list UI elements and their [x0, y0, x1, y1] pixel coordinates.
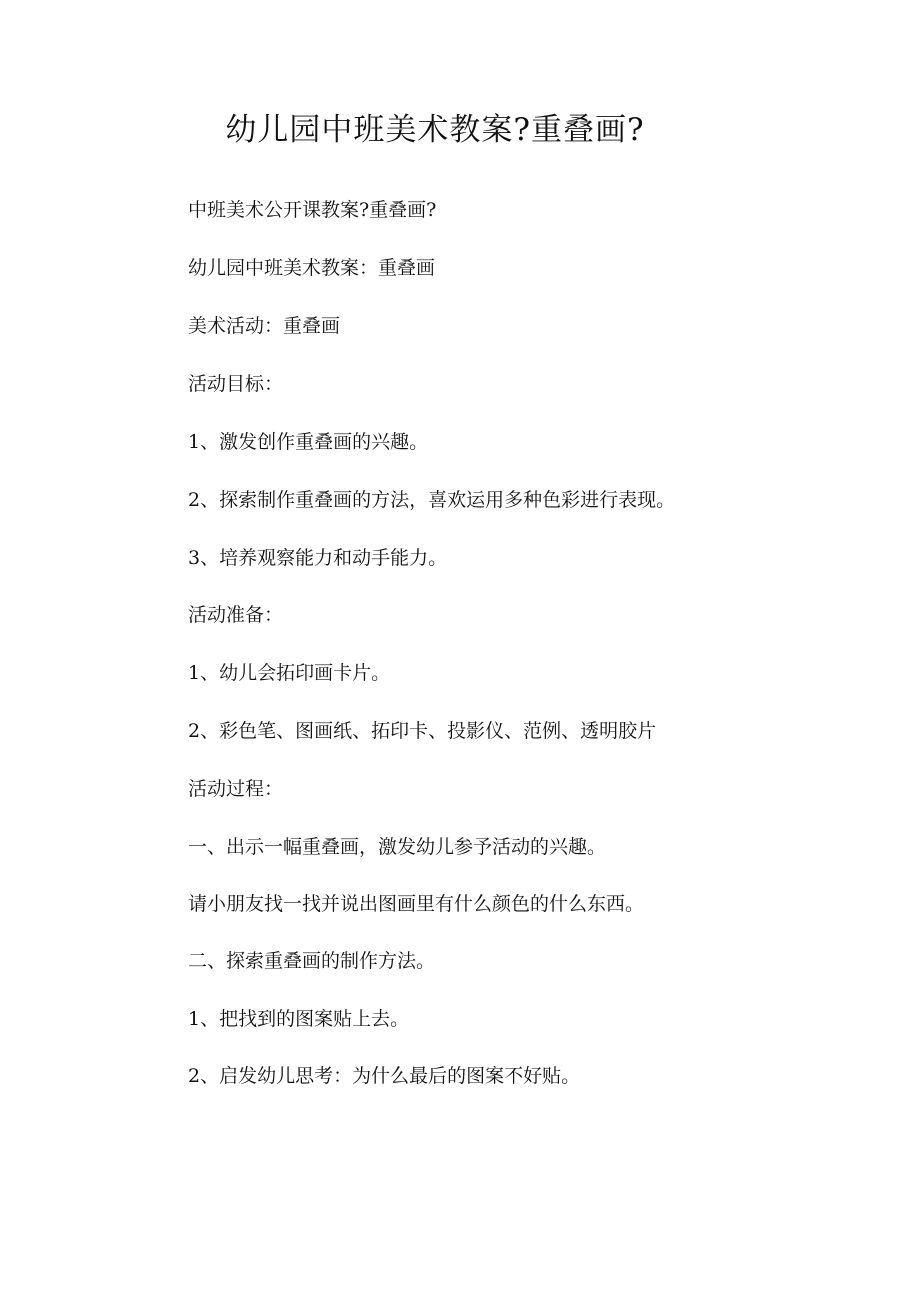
paragraph-subtitle: 中班美术公开课教案?重叠画?	[188, 199, 437, 221]
heading-activity-process: 活动过程：	[188, 778, 284, 800]
paragraph-activity-name: 美术活动：重叠画	[188, 315, 341, 337]
prep-item-1: 1、幼儿会拓印画卡片。	[188, 662, 391, 684]
heading-activity-goals: 活动目标：	[188, 373, 284, 395]
goal-item-1: 1、激发创作重叠画的兴趣。	[188, 431, 429, 453]
process-step-1-detail: 请小朋友找一找并说出图画里有什么颜色的什么东西。	[188, 893, 645, 915]
process-step-1: 一、出示一幅重叠画，激发幼儿参予活动的兴趣。	[188, 836, 607, 858]
process-step-2-item-1: 1、把找到的图案贴上去。	[188, 1008, 410, 1030]
goal-item-3: 3、培养观察能力和动手能力。	[188, 547, 448, 569]
process-step-2: 二、探索重叠画的制作方法。	[188, 950, 436, 972]
prep-item-2: 2、彩色笔、图画纸、拓印卡、投影仪、范例、透明胶片	[188, 720, 657, 742]
heading-activity-prep: 活动准备：	[188, 604, 284, 626]
paragraph-lesson-title: 幼儿园中班美术教案：重叠画	[188, 257, 436, 279]
goal-item-2: 2、探索制作重叠画的方法，喜欢运用多种色彩进行表现。	[188, 489, 676, 511]
process-step-2-item-2: 2、启发幼儿思考：为什么最后的图案不好贴。	[188, 1065, 581, 1087]
document-title: 幼儿园中班美术教案?重叠画?	[225, 112, 645, 148]
